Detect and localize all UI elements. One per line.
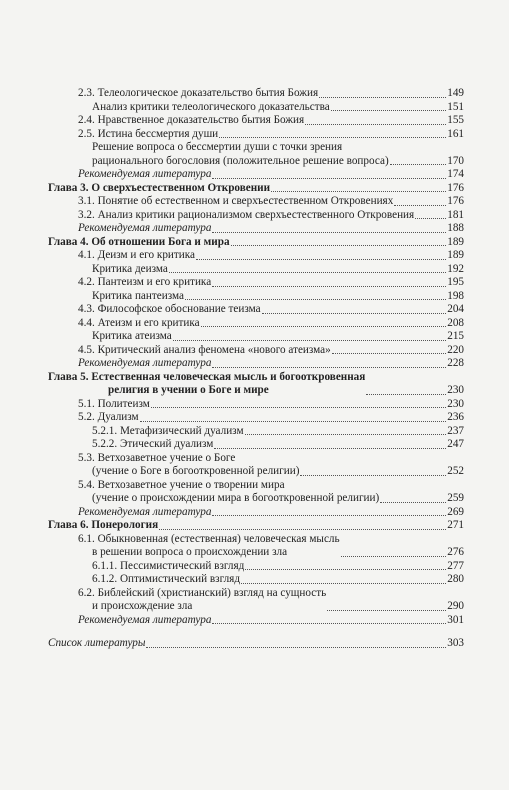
toc-entry[interactable]: [48, 438, 464, 452]
dot-leader: [390, 164, 447, 165]
toc-entry[interactable]: [48, 87, 464, 101]
toc-entry[interactable]: [48, 276, 464, 290]
toc-entry-title: 2.5. Истина бессмертия души: [78, 127, 219, 140]
toc-entry-title: Глава 6. Понерология: [48, 519, 159, 531]
toc-page-number: 228: [447, 357, 464, 369]
toc-page-number: 155: [447, 114, 464, 126]
dot-leader: [212, 232, 446, 233]
toc-page-number: 259: [447, 492, 464, 504]
toc-entry-title: Рекомендуемая литература: [78, 168, 212, 180]
toc-entry-title: Рекомендуемая литература: [78, 222, 212, 234]
toc-page-number: 220: [447, 343, 464, 356]
toc-chapter-entry[interactable]: [48, 236, 464, 250]
toc-entry-title: 5.2.2. Этический дуализм: [92, 438, 214, 450]
toc-entry[interactable]: [48, 263, 464, 277]
dot-leader: [212, 623, 446, 624]
toc-entry-title-line: религия в учении о Боге и мире: [108, 384, 269, 396]
toc-page-number: 188: [447, 222, 464, 234]
toc-chapter-entry[interactable]: [48, 371, 464, 398]
toc-page-number: 176: [447, 195, 464, 207]
toc-entry-title: Глава 4. Об отношении Бога и мира: [48, 235, 230, 248]
toc-entry-title: 5.1. Политеизм: [78, 397, 150, 410]
dot-leader: [380, 502, 446, 503]
dot-leader: [185, 299, 446, 300]
toc-entry-title: 4.4. Атеизм и его критика: [78, 316, 200, 329]
toc-page-number: 276: [447, 546, 464, 558]
toc-entry-title: 5.2. Дуализм: [78, 411, 139, 423]
toc-entry-title-line: и происхождение зла: [92, 600, 193, 612]
toc-page-number: 236: [447, 411, 464, 423]
toc-entry[interactable]: [48, 425, 464, 439]
toc-entry-title: 4.2. Пантеизм и его критика: [78, 276, 212, 288]
toc-page-number: 271: [447, 519, 464, 531]
toc-page-number: 149: [447, 87, 464, 99]
toc-page-number: 277: [447, 559, 464, 572]
toc-page-number: 237: [447, 424, 464, 437]
toc-page-number: 198: [447, 289, 464, 302]
toc-page-number: 252: [447, 465, 464, 477]
toc-entry-title-line: рационального богословия (положительное решение вопроса): [92, 154, 389, 167]
toc-page-number: 204: [447, 303, 464, 315]
toc-page-number: 301: [447, 613, 464, 626]
toc-entry-title: 4.1. Деизм и его критика: [78, 249, 196, 261]
toc-page-number: 290: [447, 600, 464, 612]
toc-page-number: 161: [447, 127, 464, 140]
dot-leader: [262, 313, 447, 314]
toc-entry[interactable]: [48, 573, 464, 587]
toc-entry-title: 4.3. Философское обоснование теизма: [78, 303, 261, 315]
dot-leader: [305, 124, 446, 125]
toc-chapter-entry[interactable]: [48, 182, 464, 196]
toc-entry-title: 3.1. Понятие об естественном и сверхъестественном Откровениях: [78, 195, 394, 207]
dot-leader: [341, 556, 447, 557]
dot-leader: [245, 434, 447, 435]
toc-entry-title-line: 6.2. Библейский (христианский) взгляд на сущность: [78, 586, 327, 599]
toc-entry-title: Рекомендуемая литература: [78, 357, 212, 369]
dot-leader: [196, 259, 446, 260]
dot-leader: [140, 421, 447, 422]
toc-page-number: 269: [447, 505, 464, 518]
toc-page-number: 230: [447, 384, 464, 396]
dot-leader: [219, 137, 446, 138]
toc-page-number: 303: [447, 637, 464, 649]
dot-leader: [201, 326, 447, 327]
toc-page-number: 230: [447, 397, 464, 410]
toc-entry-title-line: (учение о Боге в богооткровенной религии): [92, 465, 300, 477]
dot-leader: [212, 367, 446, 368]
toc-entry-title: 2.4. Нравственное доказательство бытия Божия: [78, 114, 305, 126]
dot-leader: [159, 529, 446, 530]
toc-page-number: 170: [447, 154, 464, 167]
toc-entry-title: Критика деизма: [92, 262, 168, 275]
toc-entry[interactable]: [48, 195, 464, 209]
dot-leader: [366, 394, 446, 395]
toc-entry[interactable]: [48, 506, 464, 520]
toc-entry[interactable]: [48, 141, 464, 168]
toc-entry[interactable]: [48, 249, 464, 263]
toc-entry[interactable]: [48, 411, 464, 425]
toc-entry[interactable]: [48, 614, 464, 628]
toc-entry[interactable]: [48, 587, 464, 614]
toc-entry[interactable]: [48, 560, 464, 574]
table-of-contents: [48, 87, 464, 651]
dot-leader: [271, 191, 446, 192]
toc-entry-title: 5.2.1. Метафизический дуализм: [92, 424, 244, 437]
toc-entry-title: 3.2. Анализ критики рационализмом сверхъестественного Откровения: [78, 208, 415, 221]
toc-page-number: 181: [447, 208, 464, 221]
dot-leader: [169, 272, 446, 273]
dot-leader: [245, 569, 446, 570]
toc-page-number: 176: [447, 181, 464, 194]
dot-leader: [241, 583, 446, 584]
dot-leader: [212, 286, 446, 287]
toc-page-number: 151: [447, 100, 464, 113]
toc-entry[interactable]: [48, 290, 464, 304]
dot-leader: [151, 407, 446, 408]
toc-entry-title: Критика атеизма: [92, 330, 172, 342]
toc-entry[interactable]: [48, 128, 464, 142]
dot-leader: [332, 353, 446, 354]
dot-leader: [331, 110, 446, 111]
toc-page-number: 280: [447, 573, 464, 585]
toc-entry[interactable]: [48, 479, 464, 506]
toc-page-number: 189: [447, 249, 464, 261]
toc-entry[interactable]: [48, 637, 464, 651]
toc-page-number: 195: [447, 276, 464, 288]
toc-entry-title: 4.5. Критический анализ феномена «нового атеизма»: [78, 343, 331, 356]
toc-entry-title: Глава 3. О сверхъестественном Откровении: [48, 181, 271, 194]
toc-entry[interactable]: [48, 357, 464, 371]
toc-entry-title: Список литературы: [48, 637, 146, 649]
dot-leader: [212, 515, 446, 516]
toc-page-number: 247: [447, 438, 464, 450]
toc-entry-title-line: Глава 5. Естественная человеческая мысль и богооткровенная: [48, 370, 366, 383]
dot-leader: [231, 245, 447, 246]
toc-entry[interactable]: [48, 114, 464, 128]
toc-entry-title: 2.3. Телеологическое доказательство бытия Божия: [78, 87, 319, 99]
dot-leader: [300, 475, 446, 476]
toc-entry-title: 6.1.2. Оптимистический взгляд: [92, 573, 241, 585]
dot-leader: [212, 178, 446, 179]
toc-entry[interactable]: [48, 168, 464, 182]
toc-entry[interactable]: [48, 398, 464, 412]
dot-leader: [214, 448, 446, 449]
toc-entry-title-line: (учение о происхождении мира в богооткровенной религии): [92, 492, 380, 504]
toc-entry-title-line: Решение вопроса о бессмертии души с точки зрения: [92, 141, 343, 153]
toc-entry-title: Анализ критики телеологического доказательства: [92, 100, 330, 113]
toc-entry-title-line: 6.1. Обыкновенная (естественная) человеческая мысль: [78, 532, 340, 545]
toc-entry-title-line: в решении вопроса о происхождении зла: [92, 546, 288, 558]
toc-entry-title: 6.1.1. Пессимистический взгляд: [92, 559, 245, 572]
toc-entry-title: Рекомендуемая литература: [78, 613, 212, 626]
toc-entry[interactable]: [48, 101, 464, 115]
toc-page-number: 208: [447, 316, 464, 329]
dot-leader: [327, 610, 446, 611]
toc-entry[interactable]: [48, 222, 464, 236]
toc-chapter-entry[interactable]: [48, 519, 464, 533]
toc-entry-title-line: 5.4. Ветхозаветное учение о творении мира: [78, 478, 285, 491]
toc-entry-title-line: 5.3. Ветхозаветное учение о Боге: [78, 451, 236, 464]
toc-page-number: 189: [447, 235, 464, 248]
toc-page-number: 174: [447, 168, 464, 180]
toc-gap: [48, 627, 464, 637]
dot-leader: [394, 205, 446, 206]
dot-leader: [173, 340, 447, 341]
toc-page-number: 215: [447, 330, 464, 342]
toc-entry[interactable]: [48, 344, 464, 358]
dot-leader: [319, 97, 446, 98]
toc-entry[interactable]: [48, 330, 464, 344]
dot-leader: [146, 647, 446, 648]
dot-leader: [415, 218, 446, 219]
toc-entry[interactable]: [48, 452, 464, 479]
toc-page-number: 192: [447, 262, 464, 275]
toc-entry-title: Критика пантеизма: [92, 289, 184, 302]
toc-entry-title: Рекомендуемая литература: [78, 505, 212, 518]
toc-entry[interactable]: [48, 533, 464, 560]
toc-entry[interactable]: [48, 209, 464, 223]
toc-entry[interactable]: [48, 303, 464, 317]
toc-entry[interactable]: [48, 317, 464, 331]
